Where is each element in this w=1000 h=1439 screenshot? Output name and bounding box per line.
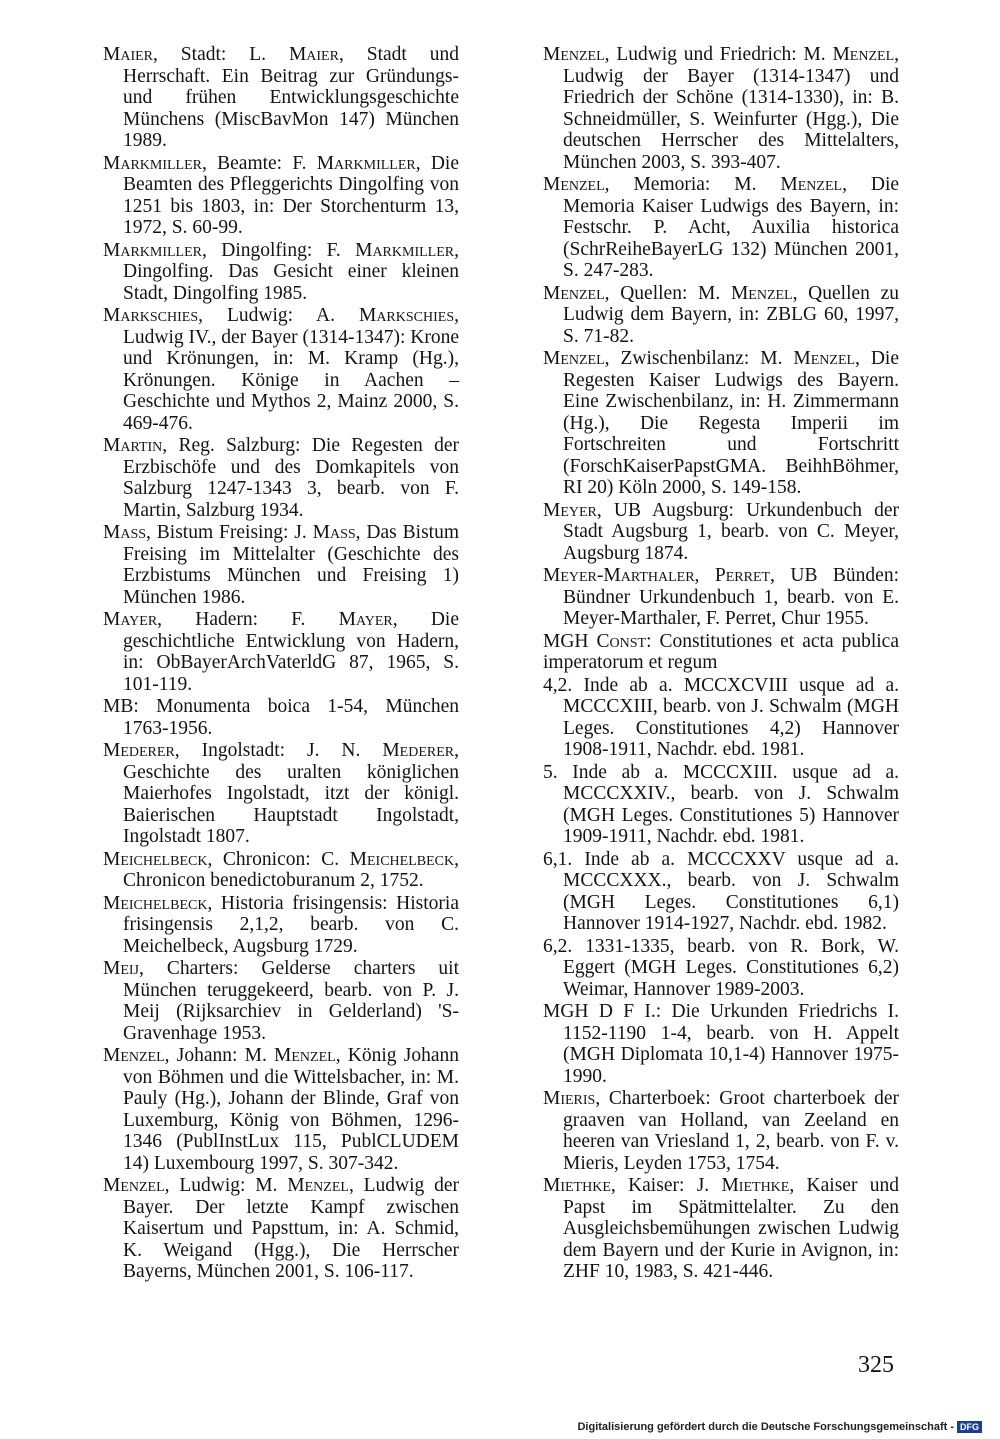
entry-text: , Ludwig der Bayer (1314-1347) und Friedrich der Schöne (1314-1330), in: B. Schneidmüller, S. Weinfurter (Hgg.), Die deutschen Herrscher des Mittelalters, München 2003, S. 393-407.	[563, 44, 899, 173]
bibliography-entry	[103, 849, 459, 892]
entry-short-title: , Chronicon: C.	[207, 848, 350, 870]
entry-short-title: , Kaiser: J.	[610, 1175, 722, 1196]
entry-text: 6,1. Inde ab a. MCCCXXV usque ad a. MCCCXXX., bearb. von J. Schwalm (MGH Leges. Constitutiones 6,1) Hannover 1914-1927, Nachdr. ebd. 1982.	[543, 848, 899, 934]
entry-key: Mass	[103, 522, 147, 543]
entry-text: , König Johann von Böhmen und die Wittelsbacher, in: M. Pauly (Hg.), Johann der Blinde, Graf von Luxemburg, König von Böhmen, 1296-1346 (PublInstLux 115, PublCLUDEM 14) Luxembourg 1997, S. 307-342.	[123, 1045, 459, 1174]
bibliography-entry	[103, 696, 459, 739]
bibliography-entry	[103, 740, 459, 848]
entry-short-title: , Reg. Salzburg:	[162, 435, 312, 456]
bibliography-entry	[543, 1175, 899, 1283]
entry-key: Maier	[103, 44, 154, 65]
entry-text: , Die Memoria Kaiser Ludwigs des Bayern, in: Festschr. P. Acht, Auxilia historica (SchrReiheBayerLG 132) München 2001, S. 247-283.	[563, 174, 900, 281]
bibliography-entry	[103, 435, 459, 521]
entry-key: Menzel	[543, 44, 605, 65]
entry-short-title: , UB Bünden:	[770, 565, 899, 586]
bibliography-entry	[543, 849, 899, 935]
bibliography-entry	[103, 1175, 459, 1283]
bibliography-entry	[543, 1088, 899, 1174]
entry-short-title: :	[646, 630, 660, 652]
entry-text: Groot charterboek der graaven van Holland, van Zeeland en heeren van Vriesland 1, 2, bearb. von F. v. Mieris, Leyden 1753, 1754.	[563, 1088, 899, 1174]
entry-short-title: , Charterboek:	[595, 1088, 720, 1109]
bibliography-entry	[103, 153, 459, 239]
bibliography-entry	[543, 174, 899, 282]
entry-text: Die Urkunden Friedrichs I. 1152-1190 1-4, bearb. von H. Appelt (MGH Diplomata 10,1-4) Hannover 1975-1990.	[563, 1001, 899, 1087]
entry-text: , Kaiser und Papst im Spätmittelalter. Zu den Ausgleichsbemühungen zwischen Ludwig dem Bayern und der Kurie in Avignon, in: ZHF 10, 1983, S. 421-446.	[563, 1175, 899, 1282]
bibliography-entry	[543, 936, 899, 1001]
entry-text: , Geschichte des uralten königlichen Maierhofes Ingolstadt, itzt der königl. Baierischen Hauptstadt Ingolstadt, Ingolstadt 1807.	[123, 740, 459, 847]
entry-text: , Stadt und Herrschaft. Ein Beitrag zur Gründungs- und frühen Entwicklungsgeschichte Münchens (MiscBavMon 147) München 1989.	[123, 44, 459, 151]
entry-short-title: , Ludwig: M.	[164, 1175, 288, 1196]
entry-key: Markmiller	[103, 152, 203, 174]
entry-author: Mass	[312, 522, 356, 543]
entry-text: 5. Inde ab a. MCCCXIII. usque ad a. MCCCXXIV., bearb. von J. Schwalm (MGH Leges. Constitutiones 5) Hannover 1909-1911, Nachdr. ebd. 1981.	[543, 761, 899, 847]
entry-short-title: :	[655, 1001, 672, 1022]
entry-short-title: , Memoria: M.	[604, 174, 781, 195]
entry-text: , Ludwig der Bayer. Der letzte Kampf zwischen Kaisertum und Papsttum, in: A. Schmid, K. Weigand (Hgg.), Die Herrscher Bayerns, München 2001, S. 106-117.	[123, 1175, 460, 1282]
entry-author: Markmiller	[316, 152, 416, 174]
entry-key: Meichelbeck	[103, 892, 208, 914]
footer	[577, 1420, 982, 1434]
entry-short-title: , Stadt: L.	[153, 44, 289, 65]
entry-key: Menzel	[543, 174, 605, 195]
entry-text: Monumenta boica 1-54, München 1763-1956.	[123, 696, 459, 739]
entry-key: Meyer-Marthaler, Perret	[543, 565, 771, 586]
entry-text: , Quellen zu Ludwig dem Bayern, in: ZBLG 60, 1997, S. 71-82.	[563, 282, 899, 347]
entry-key: Martin	[103, 435, 163, 456]
entry-text: , Das Bistum Freising im Mittelalter (Geschichte des Erzbistums München und Freising 1) München 1986.	[123, 522, 459, 608]
entry-key: Mederer	[103, 740, 175, 761]
bibliography-entry	[543, 1001, 899, 1087]
bibliography-entry	[103, 44, 459, 152]
entry-short-title: , Bistum Freising: J.	[146, 522, 313, 543]
entry-text: Bündner Urkundenbuch 1, bearb. von E. Meyer-Marthaler, F. Perret, Chur 1955.	[563, 586, 899, 629]
entry-key: Mayer	[103, 609, 158, 630]
entry-author: Mayer	[338, 609, 393, 630]
bibliography-entry	[103, 958, 459, 1044]
bibliography-entry	[543, 675, 899, 761]
entry-author: Menzel	[274, 1045, 336, 1066]
bibliography-entry	[543, 44, 899, 173]
entry-key: Meij	[103, 958, 140, 979]
entry-short-title: , Beamte: F.	[202, 152, 317, 174]
footer-text: Digitalisierung gefördert durch die Deutsche Forschungsgemeinschaft -	[577, 1421, 954, 1433]
entry-key: MGH D F I.	[543, 1001, 656, 1022]
entry-short-title: , Ludwig und Friedrich: M.	[604, 44, 833, 65]
entry-short-title: , UB Augsburg:	[596, 499, 747, 521]
entry-author: Meichelbeck	[349, 848, 455, 870]
entry-text: Urkundenbuch der Stadt Augsburg 1, bearb. von C. Meyer, Augsburg 1874.	[563, 499, 899, 564]
bibliography-entry	[543, 565, 899, 630]
entry-author: Menzel	[780, 174, 843, 195]
entry-short-title: , Hadern: F.	[157, 609, 339, 630]
entry-author: Menzel	[730, 282, 793, 304]
entry-short-title: , Dingolfing: F.	[202, 239, 356, 261]
left-column	[103, 44, 459, 1284]
entry-short-title: , Charters:	[139, 958, 262, 979]
entry-key: Mieris	[543, 1088, 596, 1109]
entry-text: 6,2. 1331-1335, bearb. von R. Bork, W. Eggert (MGH Leges. Constitutiones 6,2) Weimar, Hannover 1989-2003.	[543, 935, 899, 1000]
page-number: 325	[858, 1352, 894, 1378]
entry-short-title: , Zwischenbilanz: M.	[604, 348, 794, 369]
entry-key: Markschies	[103, 305, 199, 326]
entry-text: Die Regesten der Erzbischöfe und des Domkapitels von Salzburg 1247-1343 3, bearb. von F. Martin, Salzburg 1934.	[123, 435, 459, 521]
entry-short-title: :	[133, 696, 157, 717]
bibliography-entry	[103, 240, 459, 305]
entry-text: , Chronicon benedictoburanum 2, 1752.	[123, 848, 459, 891]
bibliography-entry	[103, 1045, 459, 1174]
entry-text: , Die Beamten des Pfleggerichts Dingolfing von 1251 bis 1803, in: Der Storchenturm 13, 1972, S. 60-99.	[123, 152, 459, 238]
bibliography-entry	[543, 500, 899, 565]
entry-author: Markschies	[358, 305, 455, 326]
bibliography-entry	[103, 522, 459, 608]
entry-author: Menzel	[793, 348, 856, 369]
entry-key: MB	[103, 696, 134, 717]
entry-key: Menzel	[103, 1175, 165, 1196]
entry-key: Menzel	[103, 1045, 165, 1066]
entry-author: Maier	[288, 44, 339, 65]
entry-short-title: , Johann: M.	[164, 1045, 275, 1066]
entry-key: Menzel	[543, 348, 605, 369]
bibliography-entry	[543, 283, 899, 348]
entry-key: Markmiller	[103, 239, 203, 261]
entry-key: Meichelbeck	[103, 848, 208, 870]
bibliography-entry	[543, 631, 899, 674]
bibliography-entry	[103, 893, 459, 958]
entry-short-title: , Ludwig: A.	[198, 305, 359, 326]
dfg-logo-icon: DFG	[957, 1421, 982, 1433]
entry-author: Menzel	[832, 44, 895, 65]
entry-short-title: , Ingolstadt: J. N.	[174, 740, 383, 761]
entry-author: Markmiller	[355, 239, 455, 261]
entry-key: Miethke	[543, 1175, 611, 1196]
entry-text: , Die Regesten Kaiser Ludwigs des Bayern. Eine Zwischenbilanz, in: H. Zimmermann (Hg.), Die Regesta Imperii im Fortschreiten und Fortschritt (ForschKaiserPapstGMA. BeihhBöhmer, RI 20) Köln 2000, S. 149-158.	[563, 348, 899, 498]
entry-short-title: , Quellen: M.	[604, 282, 731, 304]
entry-author: Miethke	[721, 1175, 790, 1196]
entry-text: Historia frisingensis 2,1,2, bearb. von C. Meichelbeck, Augsburg 1729.	[123, 892, 459, 957]
entry-author: Mederer	[382, 740, 455, 761]
entry-author: Menzel	[287, 1175, 349, 1196]
entry-key: Menzel	[543, 282, 605, 304]
bibliography-entry	[103, 305, 459, 434]
entry-text: , Die geschichtliche Entwicklung von Hadern, in: ObBayerArchVaterldG 87, 1965, S. 101-119.	[123, 609, 460, 695]
entry-key: Meyer	[543, 499, 597, 521]
entry-text: 4,2. Inde ab a. MCCXCVIII usque ad a. MCCCXIII, bearb. von J. Schwalm (MGH Leges. Constitutiones 4,2) Hannover 1908-1911, Nachdr. ebd. 1981.	[543, 674, 899, 760]
entry-key: MGH Const	[543, 630, 647, 652]
entry-short-title: , Historia frisingensis:	[207, 892, 397, 914]
bibliography-entry	[543, 762, 899, 848]
right-column	[543, 44, 899, 1284]
bibliography-entry	[543, 348, 899, 499]
bibliography-entry	[103, 609, 459, 695]
entry-text: , Ludwig IV., der Bayer (1314-1347): Krone und Krönungen, in: M. Kramp (Hg.), Krönungen. Könige in Aachen – Geschichte und Mythos 2, Mainz 2000, S. 469-476.	[123, 305, 459, 434]
entry-text: Constitutiones et acta publica imperatorum et regum	[543, 630, 899, 673]
entry-text: Gelderse charters uit München teruggekeerd, bearb. von P. J. Meij (Rijksarchiev in Gelderland) 'S-Gravenhage 1953.	[123, 958, 459, 1044]
entry-text: , Dingolfing. Das Gesicht einer kleinen Stadt, Dingolfing 1985.	[123, 239, 459, 304]
